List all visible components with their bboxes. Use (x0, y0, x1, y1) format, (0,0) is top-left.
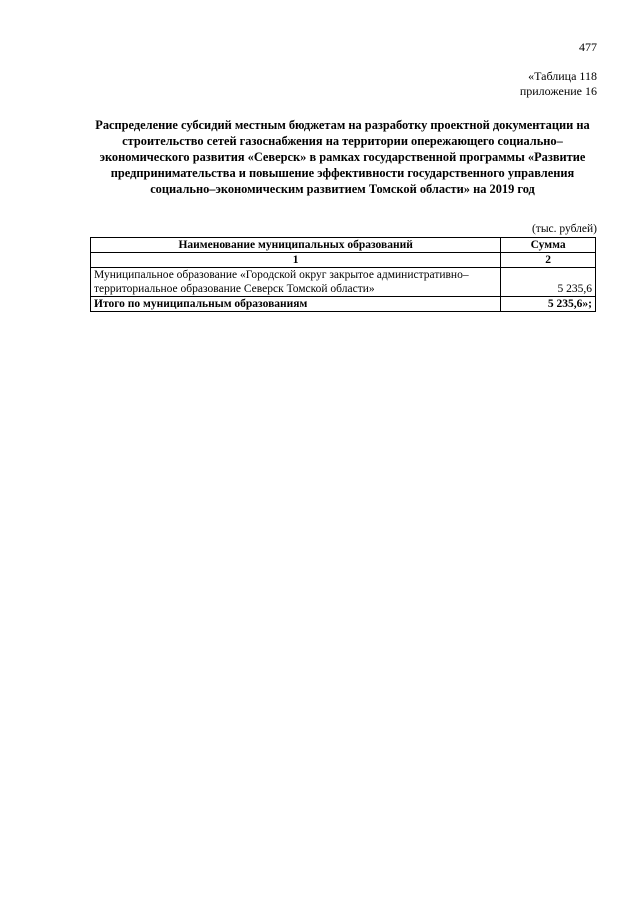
table-reference (397, 69, 597, 99)
table-row (91, 268, 596, 297)
column-number-2: 2 (501, 253, 596, 268)
total-label: Итого по муниципальным образованиям (91, 297, 501, 312)
table-header-row (91, 238, 596, 253)
document-title: Распределение субсидий местным бюджетам на разработку проектной документации на строительство сетей газоснабжения на территории опережающего социально–экономического развития «Северск» в рамках государственной программы «Развитие предпринимательства и повышение эффективности государственного управления социально–экономическим развитием Томской области» на 2019 год (95, 118, 590, 196)
units-label: (тыс. рублей) (531, 223, 597, 235)
column-number-1: 1 (91, 253, 501, 268)
total-row (91, 297, 596, 312)
header-name: Наименование муниципальных образований (91, 238, 501, 253)
table-reference-line-1: «Таблица 118 (528, 69, 597, 83)
table-reference-line-2: приложение 16 (519, 84, 597, 98)
municipality-sum: 5 235,6 (501, 268, 596, 297)
municipality-name: Муниципальное образование «Городской округ закрытое административно–территориальное образование Северск Томской области» (91, 268, 501, 297)
page-number: 477 (579, 40, 597, 54)
subsidy-table (90, 237, 596, 312)
header-sum: Сумма (501, 238, 596, 253)
column-number-row (91, 253, 596, 268)
total-sum: 5 235,6»; (501, 297, 596, 312)
